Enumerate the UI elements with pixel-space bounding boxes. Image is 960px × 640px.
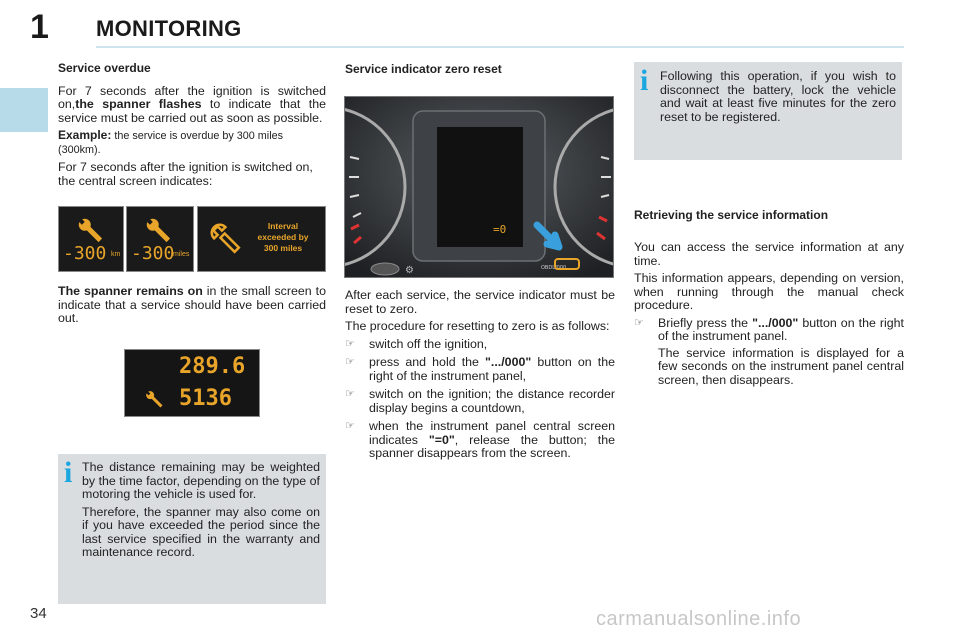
service-overdue-section: [58, 62, 326, 192]
overdue-value-miles: -300: [131, 243, 175, 264]
info-paragraph: The distance remaining may be weighted by the time factor, depending on the type of motoring the vehicle is used for.: [82, 460, 320, 501]
odometer-display: [124, 349, 260, 417]
retrieve-steps: [634, 317, 904, 388]
info-box-battery: [634, 62, 902, 160]
screen-value: "=0": [428, 432, 455, 447]
info-box-text: [82, 461, 320, 564]
step-text: press and hold the: [369, 355, 486, 369]
retrieve-paragraph: You can access the service information at any time.: [634, 240, 904, 268]
example-paragraph: [58, 129, 326, 157]
chapter-title: MONITORING: [96, 16, 242, 41]
overdue-unit-miles: miles: [173, 251, 190, 258]
spanner-icon: [139, 384, 169, 414]
bullet-icon: ☞: [345, 337, 355, 350]
example-text: the service is overdue by 300 miles (300km).: [58, 130, 283, 156]
spanner-outline-icon: [204, 207, 244, 273]
overdue-value-km: -300: [63, 243, 107, 264]
message-line: 300 miles: [263, 243, 303, 253]
emphasis: the spanner flashes: [75, 97, 202, 111]
overdue-unit-km: km: [111, 251, 121, 258]
step-text: , release the button; the spanner disappears from the screen.: [369, 432, 615, 460]
reset-step: [345, 388, 615, 415]
overdue-message: [244, 221, 322, 254]
service-overdue-heading: Service overdue: [58, 61, 151, 75]
button-name: ".../000": [752, 315, 799, 330]
panel-button-label: OBDL/000: [541, 265, 567, 271]
bullet-icon: ☞: [345, 388, 355, 400]
bullet-icon: ☞: [345, 356, 355, 368]
message-line: exceeded by: [257, 232, 309, 242]
text: For 7 seconds after the ignition is switched on,: [58, 83, 326, 111]
step-text: [658, 317, 904, 344]
reset-step: [345, 356, 615, 383]
instrument-panel-drawing: [345, 97, 614, 278]
panel-screen-value: =0: [493, 223, 507, 236]
bullet-icon: ☞: [345, 420, 355, 432]
button-name: ".../000": [485, 355, 532, 369]
reset-intro: After each service, the service indicator must be reset to zero.: [345, 288, 615, 316]
text: button on the right of the instrument panel.: [658, 315, 904, 343]
overdue-display-text: [197, 206, 326, 272]
retrieve-heading: Retrieving the service information: [634, 208, 829, 222]
info-box-distance: [58, 454, 326, 604]
message-line: Interval: [267, 221, 299, 231]
text: in the small screen to indicate that a service should have been carried out.: [58, 284, 326, 325]
total-distance: 5136: [179, 386, 232, 411]
overdue-display-km: [58, 206, 124, 272]
reset-step: [345, 338, 615, 352]
watermark: carmanualsonline.info: [596, 608, 802, 630]
step-text: button on the right of the instrument panel,: [369, 355, 615, 383]
step-text: switch off the ignition,: [369, 336, 488, 351]
svg-text:⚙: ⚙: [405, 265, 414, 276]
text: Briefly press the: [658, 315, 753, 330]
reset-procedure-intro: The procedure for resetting to zero is as follows:: [345, 319, 610, 333]
step-text: when the instrument panel central screen indicates: [369, 419, 615, 447]
example-label: Example:: [58, 128, 112, 142]
step-text: switch on the ignition; the distance recorder display begins a countdown,: [369, 387, 615, 415]
reset-steps: [345, 338, 615, 461]
overdue-display-miles: [126, 206, 194, 272]
instrument-panel-image: [344, 96, 614, 278]
chapter-side-tab: [0, 88, 48, 132]
header-rule: [96, 46, 904, 48]
reset-step: [345, 420, 615, 461]
emphasis: The spanner remains on: [58, 284, 203, 298]
retrieve-paragraph: This information appears, depending on version, when running through the manual check procedure.: [634, 271, 904, 312]
step-text: The service information is displayed for a few seconds on the instrument panel central screen, then disappears.: [658, 345, 904, 387]
service-overdue-paragraph: [58, 85, 326, 126]
info-icon: i: [64, 456, 73, 489]
info-box-text: Following this operation, if you wish to disconnect the battery, lock the vehicle and wait at least five minutes for the zero reset to be registered.: [660, 69, 896, 124]
central-screen-paragraph: For 7 seconds after the ignition is switched on, the central screen indicates:: [58, 160, 313, 188]
retrieve-section: [634, 241, 904, 392]
info-paragraph: Therefore, the spanner may also come on if you have exceeded the period since the last service specified in the warranty and maintenance record.: [82, 504, 320, 559]
bullet-icon: ☞: [634, 316, 644, 329]
trip-distance: 289.6: [179, 354, 246, 379]
chapter-number: 1: [30, 8, 49, 46]
text: to indicate that the service must be carried out as soon as possible.: [58, 97, 326, 125]
retrieve-step: [634, 317, 904, 388]
spanner-remains-paragraph: [58, 285, 326, 326]
zero-reset-procedure: [345, 289, 615, 466]
page-number: 34: [30, 605, 47, 622]
info-icon: i: [640, 64, 649, 97]
zero-reset-heading: Service indicator zero reset: [345, 62, 502, 76]
